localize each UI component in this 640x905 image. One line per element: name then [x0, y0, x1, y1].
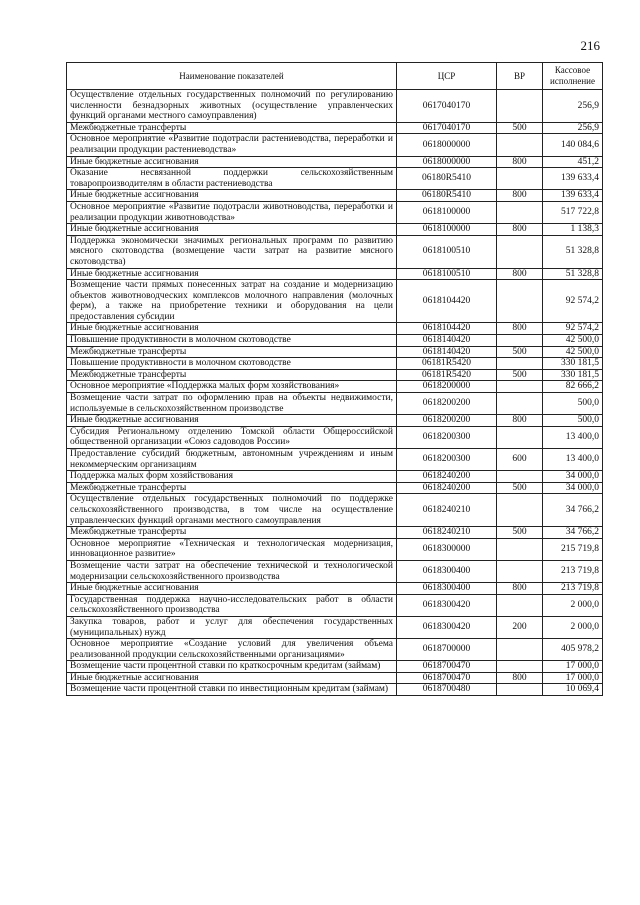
table-row [67, 449, 603, 471]
row-name-cell: Оказание несвязанной поддержки сельскохозяйственным товаропроизводителям в области растениеводства [67, 168, 397, 190]
row-vr-cell: 800 [497, 323, 543, 335]
row-vr-cell: 800 [497, 415, 543, 427]
row-name-cell: Осуществление отдельных государственных полномочий по поддержке сельскохозяйственного производства, в том числе на осуществление управленческих функций органами местного самоуправления [67, 494, 397, 527]
table-row [67, 415, 603, 427]
row-vr-cell: 500 [497, 482, 543, 494]
row-vr-cell: 800 [497, 672, 543, 684]
table-row [67, 224, 603, 236]
row-csr-cell: 0618200000 [397, 381, 497, 393]
row-vr-cell [497, 235, 543, 268]
table-row [67, 639, 603, 661]
row-vr-cell [497, 90, 543, 123]
budget-table-container [66, 62, 602, 696]
row-sum-cell: 2 000,0 [543, 616, 603, 638]
row-name-cell: Иные бюджетные ассигнования [67, 190, 397, 202]
row-sum-cell: 42 500,0 [543, 335, 603, 347]
row-csr-cell: 0618100000 [397, 224, 497, 236]
row-sum-cell: 92 574,2 [543, 280, 603, 323]
table-row [67, 381, 603, 393]
row-csr-cell: 0618300400 [397, 583, 497, 595]
row-vr-cell [497, 335, 543, 347]
row-sum-cell: 451,2 [543, 156, 603, 168]
row-vr-cell: 500 [497, 122, 543, 134]
row-csr-cell: 0618200300 [397, 426, 497, 448]
row-sum-cell: 13 400,0 [543, 426, 603, 448]
row-csr-cell: 06180R5410 [397, 168, 497, 190]
table-row [67, 560, 603, 582]
table-row [67, 235, 603, 268]
row-sum-cell: 1 138,3 [543, 224, 603, 236]
table-row [67, 156, 603, 168]
table-row [67, 268, 603, 280]
row-vr-cell: 800 [497, 156, 543, 168]
row-csr-cell: 0618240200 [397, 482, 497, 494]
header-vr: ВР [497, 63, 543, 90]
row-sum-cell: 17 000,0 [543, 661, 603, 673]
row-sum-cell: 139 633,4 [543, 168, 603, 190]
header-csr: ЦСР [397, 63, 497, 90]
row-name-cell: Субсидия Региональному отделению Томской области Общероссийской общественной организации «Союз садоводов России» [67, 426, 397, 448]
table-row [67, 335, 603, 347]
row-csr-cell: 0617040170 [397, 122, 497, 134]
table-row [67, 594, 603, 616]
row-csr-cell: 0618100000 [397, 201, 497, 223]
row-sum-cell: 82 666,2 [543, 381, 603, 393]
table-row [67, 672, 603, 684]
table-row [67, 583, 603, 595]
row-name-cell: Иные бюджетные ассигнования [67, 583, 397, 595]
header-row [67, 63, 603, 90]
row-name-cell: Межбюджетные трансферты [67, 482, 397, 494]
row-name-cell: Закупка товаров, работ и услуг для обеспечения государственных (муниципальных) нужд [67, 616, 397, 638]
row-vr-cell [497, 426, 543, 448]
row-name-cell: Межбюджетные трансферты [67, 369, 397, 381]
table-row [67, 369, 603, 381]
row-name-cell: Предоставление субсидий бюджетным, автономным учреждениям и иным некоммерческим организациям [67, 449, 397, 471]
row-sum-cell: 13 400,0 [543, 449, 603, 471]
table-row [67, 90, 603, 123]
table-row [67, 393, 603, 415]
row-csr-cell: 0618700470 [397, 672, 497, 684]
row-csr-cell: 0618700480 [397, 684, 497, 696]
row-csr-cell: 0618000000 [397, 134, 497, 156]
row-sum-cell: 34 000,0 [543, 482, 603, 494]
table-row [67, 494, 603, 527]
table-row [67, 661, 603, 673]
row-sum-cell: 256,9 [543, 122, 603, 134]
row-csr-cell: 0618200300 [397, 449, 497, 471]
row-vr-cell: 800 [497, 583, 543, 595]
row-sum-cell: 34 000,0 [543, 471, 603, 483]
row-vr-cell: 500 [497, 369, 543, 381]
row-name-cell: Основное мероприятие «Развитие подотрасли животноводства, переработки и реализации продукции животноводства» [67, 201, 397, 223]
row-csr-cell: 0618300420 [397, 616, 497, 638]
row-name-cell: Возмещение части затрат по оформлению прав на объекты недвижимости, используемые в сельскохозяйственном производстве [67, 393, 397, 415]
row-vr-cell [497, 358, 543, 370]
row-csr-cell: 0618100510 [397, 268, 497, 280]
table-row [67, 346, 603, 358]
row-vr-cell [497, 560, 543, 582]
header-sum: Кассовое исполнение [543, 63, 603, 90]
row-name-cell: Межбюджетные трансферты [67, 346, 397, 358]
row-name-cell: Возмещение части затрат на обеспечение технической и технологической модернизации сельскохозяйственного производства [67, 560, 397, 582]
row-vr-cell [497, 280, 543, 323]
row-csr-cell: 0618104420 [397, 280, 497, 323]
row-sum-cell: 2 000,0 [543, 594, 603, 616]
row-sum-cell: 256,9 [543, 90, 603, 123]
row-name-cell: Возмещение части прямых понесенных затрат на создание и модернизацию объектов животноводческих комплексов молочного направления (молочных ферм), а также на приобретение техники и оборудования на цели предоставления субсидии [67, 280, 397, 323]
table-row [67, 122, 603, 134]
row-vr-cell [497, 494, 543, 527]
table-row [67, 538, 603, 560]
row-name-cell: Поддержка экономически значимых региональных программ по развитию мясного скотоводства (возмещение части затрат на развитие мясного скотоводства) [67, 235, 397, 268]
row-csr-cell: 0617040170 [397, 90, 497, 123]
row-name-cell: Межбюджетные трансферты [67, 527, 397, 539]
row-sum-cell: 500,0 [543, 393, 603, 415]
row-name-cell: Основное мероприятие «Техническая и технологическая модернизация, инновационное развитие» [67, 538, 397, 560]
row-name-cell: Иные бюджетные ассигнования [67, 268, 397, 280]
row-csr-cell: 0618000000 [397, 156, 497, 168]
row-sum-cell: 500,0 [543, 415, 603, 427]
row-vr-cell [497, 134, 543, 156]
row-sum-cell: 405 978,2 [543, 639, 603, 661]
row-csr-cell: 06181R5420 [397, 358, 497, 370]
row-csr-cell: 0618140420 [397, 346, 497, 358]
row-name-cell: Поддержка малых форм хозяйствования [67, 471, 397, 483]
row-sum-cell: 330 181,5 [543, 358, 603, 370]
row-name-cell: Межбюджетные трансферты [67, 122, 397, 134]
row-csr-cell: 0618700470 [397, 661, 497, 673]
row-name-cell: Иные бюджетные ассигнования [67, 224, 397, 236]
table-body [67, 90, 603, 696]
table-row [67, 482, 603, 494]
row-vr-cell [497, 201, 543, 223]
row-vr-cell: 800 [497, 268, 543, 280]
row-sum-cell: 213 719,8 [543, 583, 603, 595]
row-name-cell: Возмещение части процентной ставки по краткосрочным кредитам (займам) [67, 661, 397, 673]
row-sum-cell: 215 719,8 [543, 538, 603, 560]
table-row [67, 280, 603, 323]
table-row [67, 168, 603, 190]
table-row [67, 527, 603, 539]
row-sum-cell: 17 000,0 [543, 672, 603, 684]
row-name-cell: Иные бюджетные ассигнования [67, 323, 397, 335]
budget-table [66, 62, 603, 696]
row-sum-cell: 10 069,4 [543, 684, 603, 696]
row-vr-cell: 500 [497, 346, 543, 358]
row-vr-cell [497, 684, 543, 696]
header-name: Наименование показателей [67, 63, 397, 90]
table-row [67, 134, 603, 156]
row-csr-cell: 0618100510 [397, 235, 497, 268]
row-name-cell: Государственная поддержка научно-исследовательских работ в области сельскохозяйственного производства [67, 594, 397, 616]
table-row [67, 471, 603, 483]
row-vr-cell [497, 538, 543, 560]
row-name-cell: Осуществление отдельных государственных полномочий по регулированию численности безнадзорных животных (осуществление управленческих функций органами местного самоуправления) [67, 90, 397, 123]
table-row [67, 684, 603, 696]
row-name-cell: Иные бюджетные ассигнования [67, 672, 397, 684]
page-number: 216 [580, 38, 600, 53]
row-sum-cell: 140 084,6 [543, 134, 603, 156]
row-name-cell: Иные бюджетные ассигнования [67, 415, 397, 427]
row-sum-cell: 330 181,5 [543, 369, 603, 381]
table-row [67, 323, 603, 335]
row-vr-cell [497, 661, 543, 673]
row-sum-cell: 51 328,8 [543, 268, 603, 280]
row-name-cell: Иные бюджетные ассигнования [67, 156, 397, 168]
row-sum-cell: 34 766,2 [543, 494, 603, 527]
row-csr-cell: 0618300000 [397, 538, 497, 560]
row-name-cell: Повышение продуктивности в молочном скотоводстве [67, 335, 397, 347]
row-vr-cell: 600 [497, 449, 543, 471]
row-csr-cell: 0618240200 [397, 471, 497, 483]
row-csr-cell: 06181R5420 [397, 369, 497, 381]
table-row [67, 190, 603, 202]
row-csr-cell: 0618140420 [397, 335, 497, 347]
row-name-cell: Основное мероприятие «Создание условий для увеличения объема реализованной продукции сельскохозяйственными организациями» [67, 639, 397, 661]
row-csr-cell: 0618200200 [397, 393, 497, 415]
row-name-cell: Повышение продуктивности в молочном скотоводстве [67, 358, 397, 370]
row-sum-cell: 34 766,2 [543, 527, 603, 539]
row-sum-cell: 517 722,8 [543, 201, 603, 223]
row-csr-cell: 0618200200 [397, 415, 497, 427]
table-row [67, 201, 603, 223]
table-header [67, 63, 603, 90]
row-csr-cell: 0618240210 [397, 527, 497, 539]
row-sum-cell: 42 500,0 [543, 346, 603, 358]
table-row [67, 616, 603, 638]
row-csr-cell: 0618300400 [397, 560, 497, 582]
row-csr-cell: 0618700000 [397, 639, 497, 661]
table-row [67, 426, 603, 448]
row-sum-cell: 51 328,8 [543, 235, 603, 268]
row-vr-cell: 800 [497, 190, 543, 202]
row-name-cell: Возмещение части процентной ставки по инвестиционным кредитам (займам) [67, 684, 397, 696]
row-vr-cell [497, 471, 543, 483]
row-csr-cell: 0618300420 [397, 594, 497, 616]
row-vr-cell: 200 [497, 616, 543, 638]
row-name-cell: Основное мероприятие «Развитие подотрасли растениеводства, переработки и реализации продукции растениеводства» [67, 134, 397, 156]
row-sum-cell: 92 574,2 [543, 323, 603, 335]
row-name-cell: Основное мероприятие «Поддержка малых форм хозяйствования» [67, 381, 397, 393]
row-sum-cell: 213 719,8 [543, 560, 603, 582]
row-csr-cell: 0618240210 [397, 494, 497, 527]
row-vr-cell [497, 168, 543, 190]
row-vr-cell [497, 639, 543, 661]
row-csr-cell: 06180R5410 [397, 190, 497, 202]
row-csr-cell: 0618104420 [397, 323, 497, 335]
row-vr-cell [497, 594, 543, 616]
row-sum-cell: 139 633,4 [543, 190, 603, 202]
table-row [67, 358, 603, 370]
row-vr-cell [497, 393, 543, 415]
row-vr-cell [497, 381, 543, 393]
row-vr-cell: 500 [497, 527, 543, 539]
row-vr-cell: 800 [497, 224, 543, 236]
